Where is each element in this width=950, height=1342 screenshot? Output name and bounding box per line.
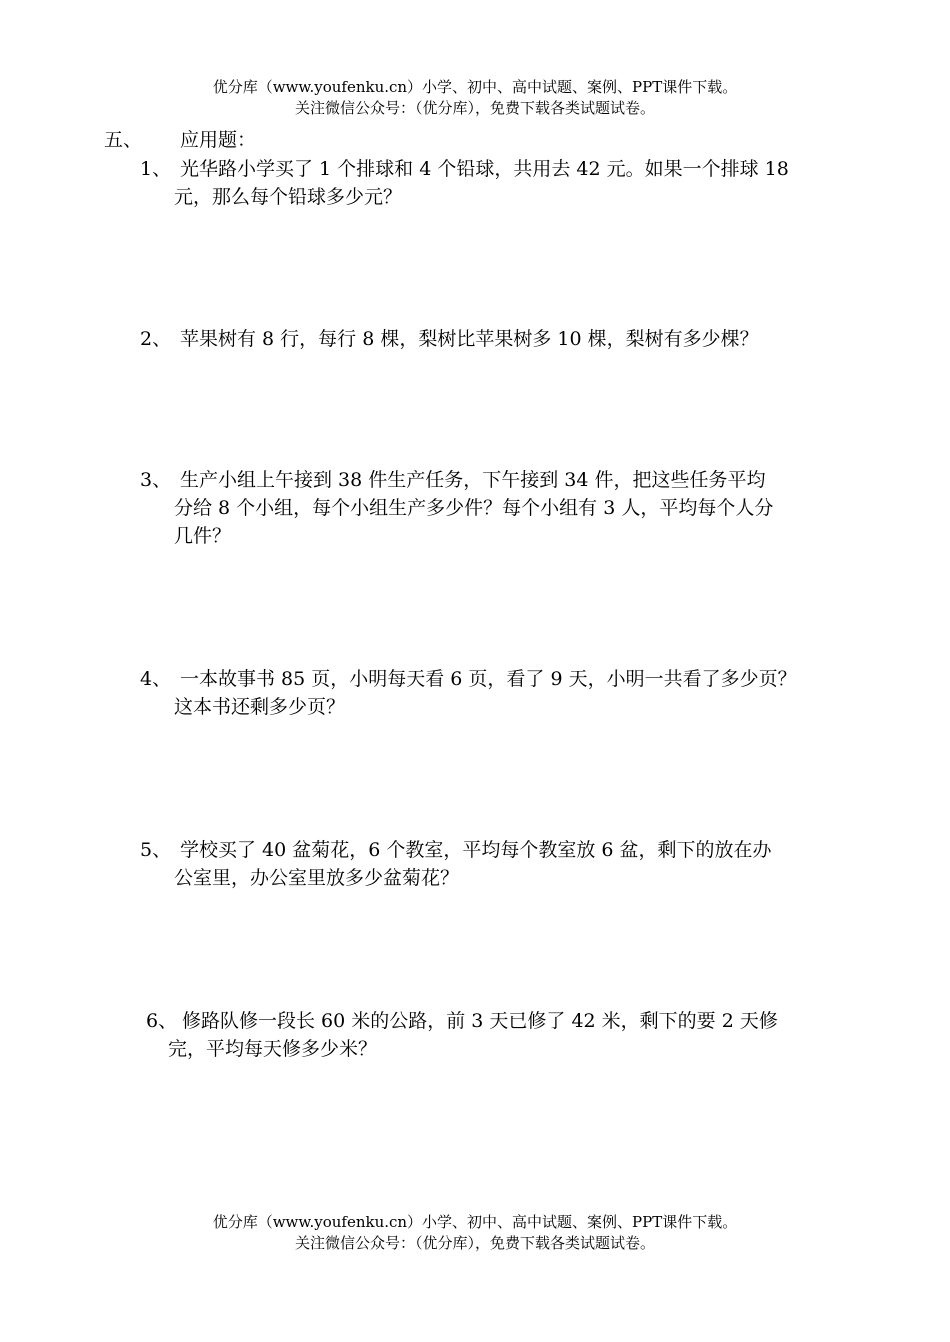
question-text-line: 生产小组上午接到 38 件生产任务，下午接到 34 件，把这些任务平均 [180,469,766,491]
question-text-line: 元，那么每个铅球多少元？ [174,186,403,208]
question-text-line: 几件？ [174,525,232,547]
question-number: 6、 [146,1010,178,1032]
question-number: 2、 [140,328,172,350]
question-1 [140,155,875,211]
page-header [0,77,950,119]
footer-line-1: 优分库（www.youfenku.cn）小学、初中、高中试题、案例、PPT课件下载。 [212,1213,738,1231]
page-footer [0,1212,950,1254]
question-text-line: 这本书还剩多少页？ [174,696,346,718]
question-2 [140,325,875,353]
question-number: 4、 [140,668,172,690]
question-text-line: 分给 8 个小组，每个小组生产多少件？每个小组有 3 人，平均每个人分 [174,497,774,519]
header-line-1: 优分库（www.youfenku.cn）小学、初中、高中试题、案例、PPT课件下载。 [212,78,738,96]
question-6 [146,1007,881,1063]
question-text-line: 一本故事书 85 页，小明每天看 6 页，看了 9 天，小明一共看了多少页？ [180,668,797,690]
header-line-2: 关注微信公众号：（优分库），免费下载各类试题试卷。 [294,99,655,117]
question-text-line: 完，平均每天修多少米？ [168,1038,378,1060]
footer-line-2: 关注微信公众号：（优分库），免费下载各类试题试卷。 [294,1234,655,1252]
question-number: 3、 [140,469,172,491]
question-3 [140,466,875,550]
question-text-line: 学校买了 40 盆菊花，6 个教室，平均每个教室放 6 盆，剩下的放在办 [180,839,772,861]
question-text-line: 苹果树有 8 行，每行 8 棵，梨树比苹果树多 10 棵，梨树有多少棵？ [180,328,759,350]
question-4 [140,665,875,721]
section-heading [104,127,256,153]
question-text-line: 修路队修一段长 60 米的公路，前 3 天已修了 42 米，剩下的要 2 天修 [182,1010,778,1032]
question-text-line: 光华路小学买了 1 个排球和 4 个铅球，共用去 42 元。如果一个排球 18 [180,158,789,180]
section-title: 应用题： [180,129,257,151]
question-5 [140,836,875,892]
section-number: 五、 [104,129,143,151]
question-number: 5、 [140,839,172,861]
question-text-line: 公室里，办公室里放多少盆菊花？ [174,867,460,889]
question-number: 1、 [140,158,172,180]
